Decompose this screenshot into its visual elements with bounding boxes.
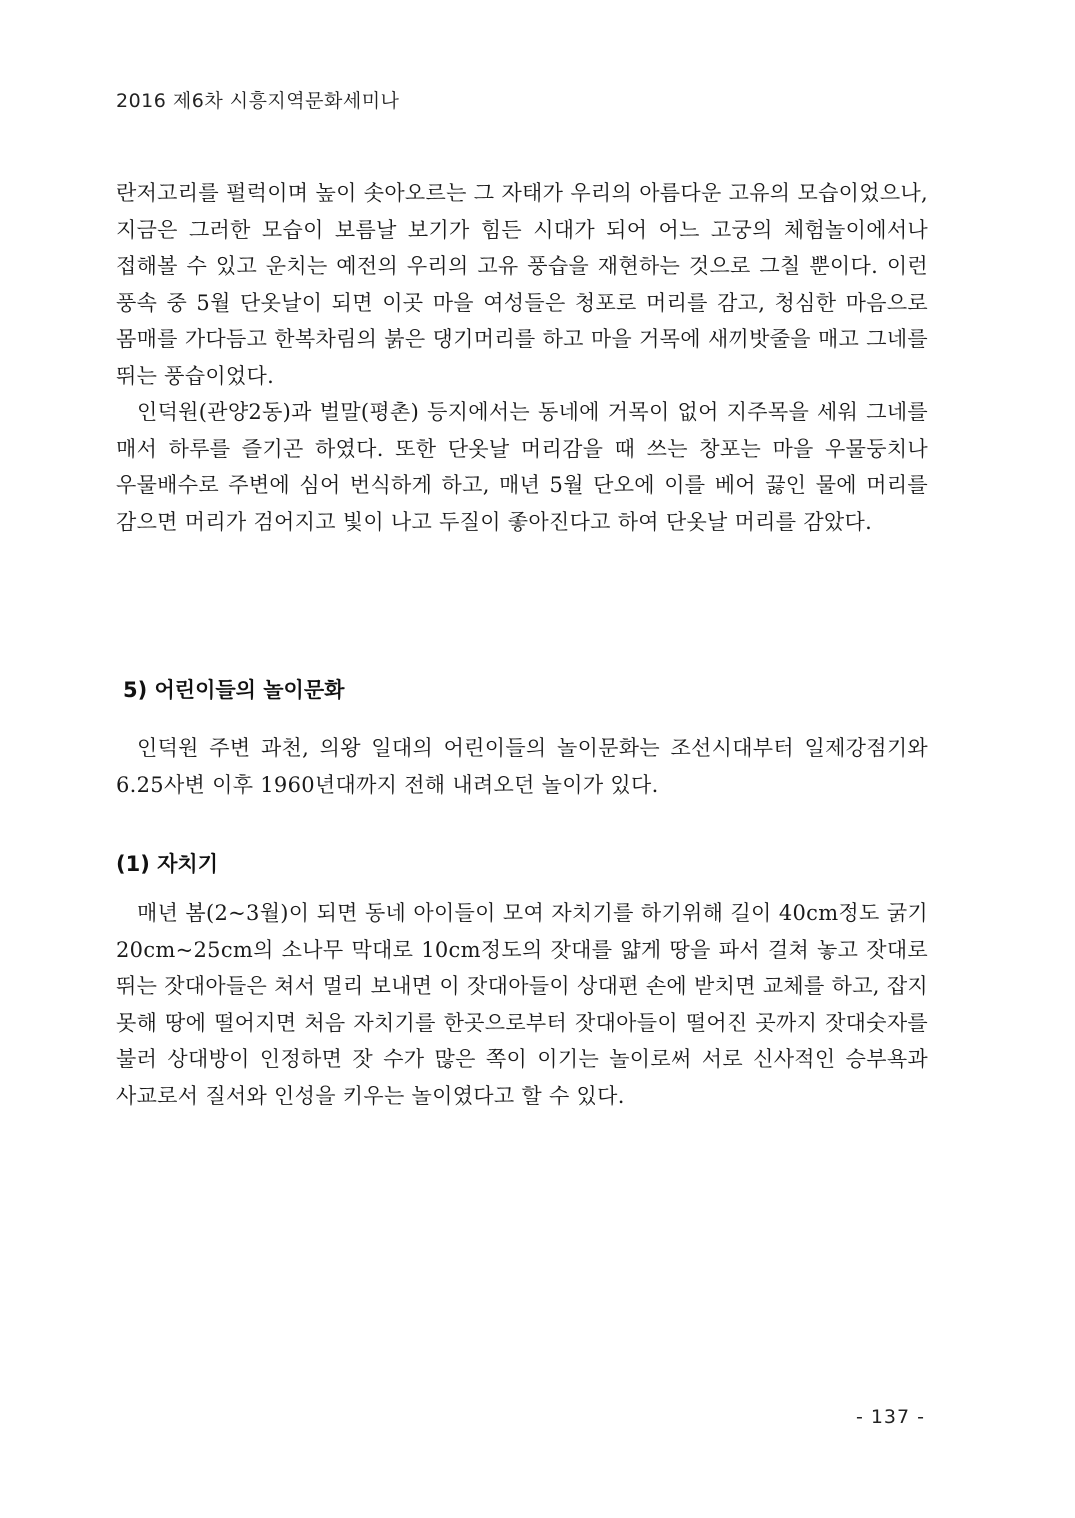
- paragraph: 인덕원 주변 과천, 의왕 일대의 어린이들의 놀이문화는 조선시대부터 일제강점기와 6.25사변 이후 1960년대까지 전해 내려오던 놀이가 있다.: [116, 736, 928, 797]
- paragraph: 매년 봄(2~3월)이 되면 동네 아이들이 모여 자치기를 하기위해 길이 40cm정도 굵기 20cm~25cm의 소나무 막대로 10cm정도의 잣대를 얇게 땅을 파서 걸쳐 놓고 잣대로 뛰는 잣대아들은 쳐서 멀리 보내면 이 잣대아들이 상대편 손에 받치면 교체를 하고, 잡지 못해 땅에 떨어지면 처음 자치기를 한곳으로부터 잣대아들이 떨어진 곳까지 잣대숫자를 불러 상대방이 인정하면 잣 수가 많은 쪽이 이기는 놀이로써 서로 신사적인 승부욕과 사교로서 질서와 인성을 키우는 놀이였다고 할 수 있다.: [116, 901, 928, 1108]
- subsection-body: [116, 895, 928, 1114]
- subsection-heading: (1) 자치기: [116, 852, 218, 876]
- page-number: - 137 -: [855, 1406, 925, 1428]
- paragraph: 인덕원(관양2동)과 벌말(평촌) 등지에서는 동네에 거목이 없어 지주목을 세워 그네를 매서 하루를 즐기곤 하였다. 또한 단옷날 머리감을 때 쓰는 창포는 마을 우물둥치나 우물배수로 주변에 심어 번식하게 하고, 매년 5월 단오에 이를 베어 끓인 물에 머리를 감으면 머리가 검어지고 빛이 나고 두질이 좋아진다고 하여 단옷날 머리를 감았다.: [116, 400, 928, 534]
- paragraph: 란저고리를 펄럭이며 높이 솟아오르는 그 자태가 우리의 아름다운 고유의 모습이었으나, 지금은 그러한 모습이 보름날 보기가 힘든 시대가 되어 어느 고궁의 체험놀이에서나 접해볼 수 있고 운치는 예전의 우리의 고유 풍습을 재현하는 것으로 그칠 뿐이다. 이런 풍속 중 5월 단옷날이 되면 이곳 마을 여성들은 청포로 머리를 감고, 청심한 마음으로 몸매를 가다듬고 한복차림의 붉은 댕기머리를 하고 마을 거목에 새끼밧줄을 매고 그네를 뛰는 풍습이었다.: [116, 181, 928, 388]
- section-heading: 5) 어린이들의 놀이문화: [123, 678, 345, 702]
- section-body: [116, 730, 928, 803]
- body-text-top: [116, 175, 928, 540]
- page-header: 2016 제6차 시흥지역문화세미나: [116, 90, 400, 112]
